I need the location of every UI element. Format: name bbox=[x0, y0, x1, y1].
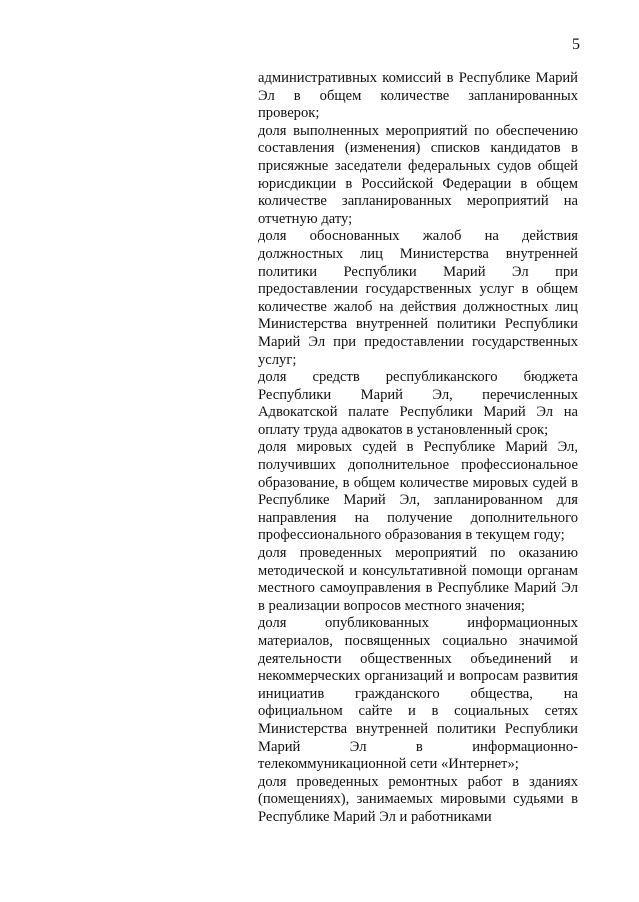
paragraph-4: доля средств республиканского бюджета Республики Марий Эл, перечисленных Адвокатской палате Республики Марий Эл на оплату труда адвокатов в установленный срок; bbox=[258, 369, 578, 438]
paragraph-8: доля проведенных ремонтных работ в зданиях (помещениях), занимаемых мировыми судьями в Республике Марий Эл и работниками bbox=[258, 773, 578, 825]
paragraph-2: доля выполненных мероприятий по обеспечению составления (изменения) списков кандидатов в присяжные заседатели федеральных судов общей юрисдикции в Российской Федерации в общем количестве запланированных мероприятий на отчетную дату; bbox=[258, 122, 578, 227]
paragraph-1: административных комиссий в Республике Марий Эл в общем количестве запланированных проверок; bbox=[258, 70, 578, 122]
paragraph-3: доля обоснованных жалоб на действия должностных лиц Министерства внутренней политики Республики Марий Эл при предоставлении государственных услуг в общем количестве жалоб на действия должностных лиц Министерства внутренней политики Республики Марий Эл при предоставлении государственных услуг; bbox=[258, 228, 578, 368]
document-body bbox=[258, 70, 578, 827]
paragraph-6: доля проведенных мероприятий по оказанию методической и консультативной помощи органам местного самоуправления в Республике Марий Эл в реализации вопросов местного значения; bbox=[258, 545, 578, 614]
paragraph-5: доля мировых судей в Республике Марий Эл, получивших дополнительное профессиональное образование, в общем количестве мировых судей в Республике Марий Эл, запланированном для направления на получение дополнительного профессионального образования в текущем году; bbox=[258, 439, 578, 544]
paragraph-7: доля опубликованных информационных материалов, посвященных социально значимой деятельности общественных объединений и некоммерческих организаций и вопросам развития инициатив гражданского общества, на официальном сайте и в социальных сетях Министерства внутренней политики Республики Марий Эл в информационно-телекоммуникационной сети «Интернет»; bbox=[258, 615, 578, 773]
page-number: 5 bbox=[572, 36, 580, 53]
